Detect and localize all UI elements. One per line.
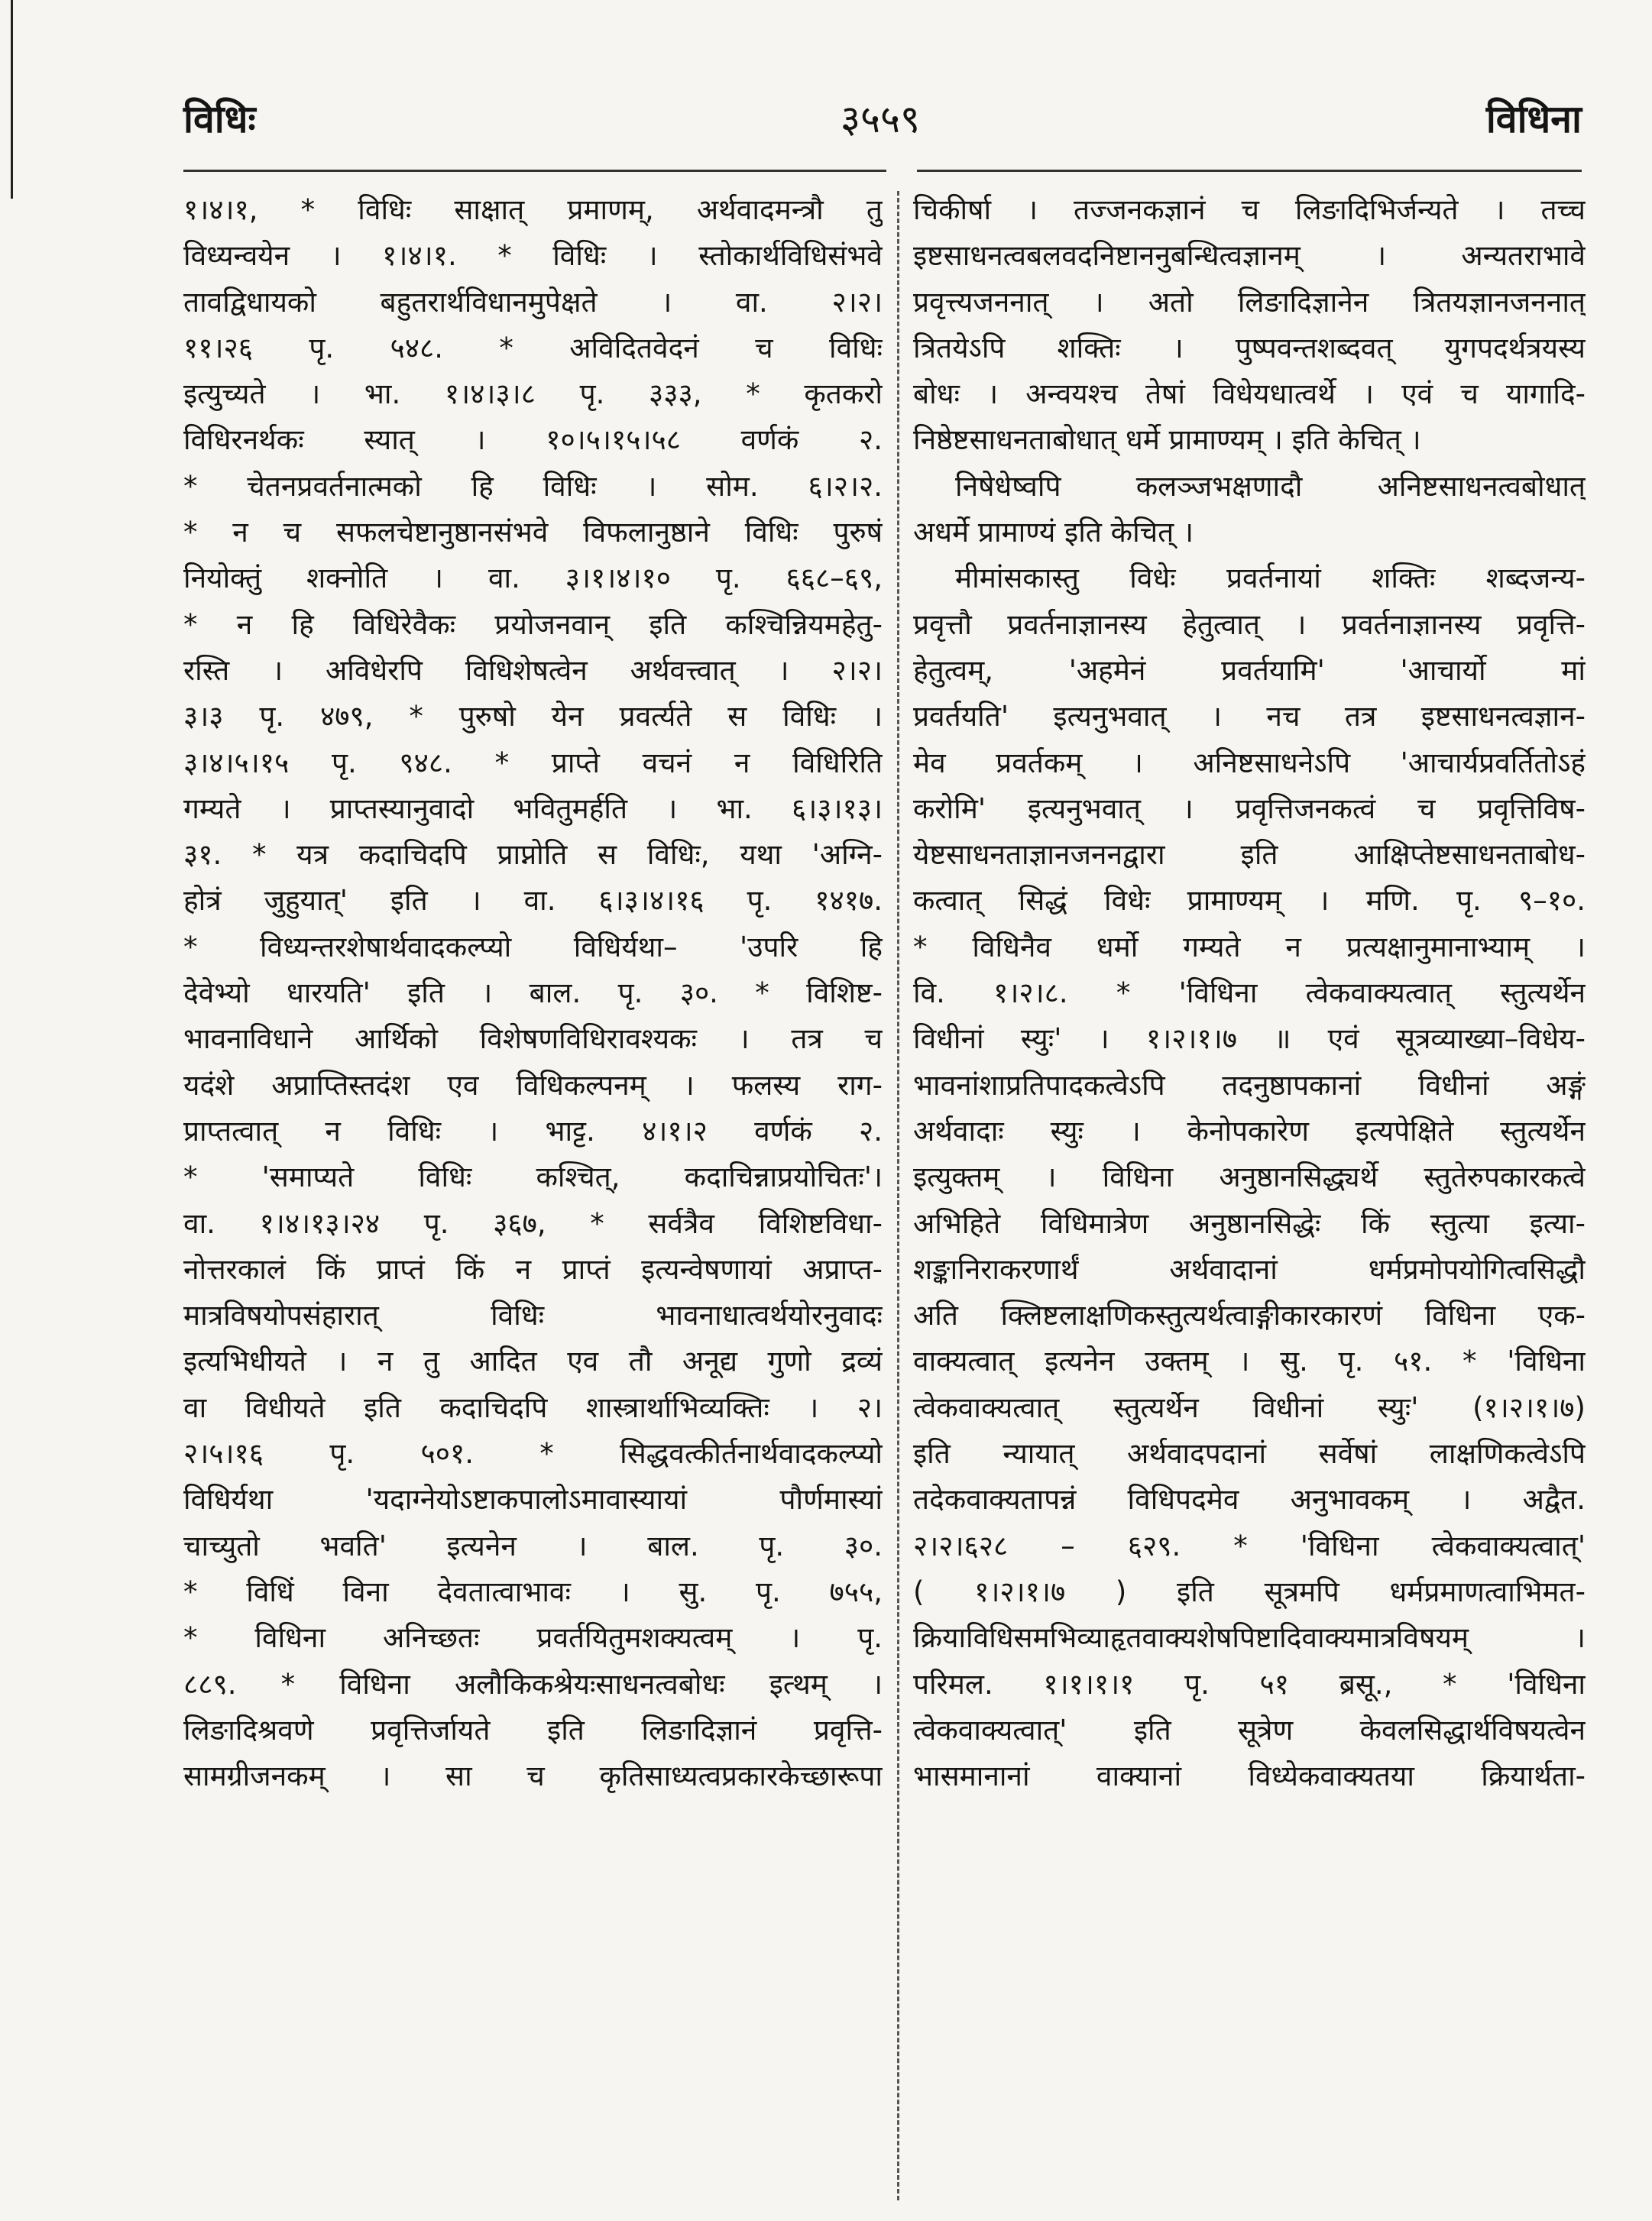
text-line: अभिहिते विधिमात्रेण अनुष्ठानसिद्धेः किं स्तुत्या इत्या-: [913, 1206, 1586, 1240]
text-line: विधीनां स्युः' । १।२।१।७ ॥ एवं सूत्रव्याख्या–विधेय-: [913, 1022, 1586, 1056]
text-line: * विधिं विना देवतात्वाभावः । सु. पृ. ७५५,: [183, 1575, 883, 1608]
text-line: ३।४।५।१५ पृ. ९४८. * प्राप्ते वचनं न विधिरिति: [183, 746, 883, 779]
text-line: परिमल. १।१।१।१ पृ. ५१ ब्रसू., * 'विधिना: [913, 1667, 1586, 1701]
text-line: प्रवृत्त्यजननात् । अतो लिङादिज्ञानेन त्रितयज्ञानजननात्: [913, 285, 1586, 319]
page-header: [183, 92, 1582, 160]
text-line: विधिरनर्थकः स्यात् । १०।५।१५।५८ वर्णकं २.: [183, 423, 883, 457]
text-line: ११।२६ पृ. ५४८. * अविदितवेदनं च विधिः: [183, 331, 883, 364]
text-line: १।४।१, * विधिः साक्षात् प्रमाणम्, अर्थवादमन्त्रौ तु: [183, 193, 883, 226]
text-line: * विध्यन्तरशेषार्थवादकल्प्यो विधिर्यथा– 'उपरि हि: [183, 930, 883, 963]
text-line: विधिर्यथा 'यदाग्नेयोऽष्टाकपालोऽमावास्यायां पौर्णमास्यां: [183, 1483, 883, 1517]
text-line: त्वेकवाक्यत्वात् स्तुत्यर्थेन विधीनां स्युः' (१।२।१।७): [913, 1391, 1586, 1424]
text-line: रस्ति । अविधेरपि विधिशेषत्वेन अर्थवत्त्वात् । २।२।: [183, 653, 883, 687]
header-left-word: विधिः: [183, 97, 256, 141]
text-line: यदंशे अप्राप्तिस्तदंश एव विधिकल्पनम् । फलस्य राग-: [183, 1068, 883, 1102]
text-line: * चेतनप्रवर्तनात्मको हि विधिः । सोम. ६।२।२.: [183, 469, 883, 503]
text-line: * विधिना अनिच्छतः प्रवर्तयितुमशक्यत्वम् । पृ.: [183, 1621, 883, 1655]
text-line: ८८९. * विधिना अलौकिकश्रेयःसाधनत्वबोधः इत्थम् ।: [183, 1667, 883, 1701]
text-line: नियोक्तुं शक्नोति । वा. ३।१।४।१० पृ. ६६८–६९,: [183, 562, 883, 595]
text-line: २।२।६२८ – ६२९. * 'विधिना त्वेकवाक्यत्वात्': [913, 1529, 1586, 1562]
text-line: त्वेकवाक्यत्वात्' इति सूत्रेण केवलसिद्धार्थविषयत्वेन: [913, 1713, 1586, 1747]
text-line: देवेभ्यो धारयति' इति । बाल. पृ. ३०. * विशिष्ट-: [183, 976, 883, 1010]
text-line: भासमानानां वाक्यानां विध्येकवाक्यतया क्रियार्थता-: [913, 1760, 1586, 1793]
text-line: बोधः । अन्वयश्च तेषां विधेयधात्वर्थे । एवं च यागादि-: [913, 377, 1586, 411]
text-line: होत्रं जुहुयात्' इति । वा. ६।३।४।१६ पृ. १४१७.: [183, 884, 883, 918]
text-line: ३।३ पृ. ४७९, * पुरुषो येन प्रवर्त्यते स विधिः ।: [183, 700, 883, 733]
text-line: मीमांसकास्तु विधेः प्रवर्तनायां शक्तिः शब्दजन्य-: [955, 562, 1586, 595]
text-line: वाक्यत्वात् इत्यनेन उक्तम् । सु. पृ. ५१. * 'विधिना: [913, 1345, 1586, 1378]
text-line: अर्थवादाः स्युः । केनोपकारेण इत्यपेक्षिते स्तुत्यर्थेन: [913, 1114, 1586, 1148]
right-column: [913, 187, 1586, 2204]
text-line: प्रवर्तयति' इत्यनुभवात् । नच तत्र इष्टसाधनत्वज्ञान-: [913, 700, 1586, 733]
text-line: क्रियाविधिसमभिव्याहृतवाक्यशेषपिष्टादिवाक्यमात्रविषयम् ।: [913, 1621, 1586, 1655]
text-line: अधर्मे प्रामाण्यं इति केचित् ।: [913, 516, 1194, 549]
text-line: वि. १।२।८. * 'विधिना त्वेकवाक्यत्वात् स्तुत्यर्थेन: [913, 976, 1586, 1010]
text-line: इष्टसाधनत्वबलवदनिष्टाननुबन्धित्वज्ञानम् । अन्यतराभावे: [913, 239, 1586, 273]
text-line: * न हि विधिरेवैकः प्रयोजनवान् इति कश्चिन्नियमहेतु-: [183, 607, 883, 641]
text-line: निषेधेष्वपि कलञ्जभक्षणादौ अनिष्टसाधनत्वबोधात्: [955, 469, 1586, 503]
text-line: तावद्विधायको बहुतरार्थविधानमुपेक्षते । वा. २।२।: [183, 285, 883, 319]
text-line: भावनाविधाने आर्थिको विशेषणविधिरावश्यकः । तत्र च: [183, 1022, 883, 1056]
header-rule-left: [183, 170, 886, 172]
text-line: चाच्युतो भवति' इत्यनेन । बाल. पृ. ३०.: [183, 1529, 883, 1562]
text-line: * 'समाप्यते विधिः कश्चित्, कदाचिन्नाप्रयोचितः'।: [183, 1161, 883, 1194]
text-line: इति न्यायात् अर्थवादपदानां सर्वेषां लाक्षणिकत्वेऽपि: [913, 1437, 1586, 1471]
text-line: * विधिनैव धर्मो गम्यते न प्रत्यक्षानुमानाभ्याम् ।: [913, 930, 1586, 963]
column-divider: [897, 191, 899, 2200]
text-line: शङ्कानिराकरणार्थं अर्थवादानां धर्मप्रमोपयोगित्वसिद्धौ: [913, 1252, 1586, 1286]
page-number: ३५५९: [841, 97, 920, 141]
text-line: तदेकवाक्यतापन्नं विधिपदमेव अनुभावकम् । अद्वैत.: [913, 1483, 1586, 1517]
header-right-word: विधिना: [1485, 97, 1582, 141]
header-rule-right: [917, 170, 1582, 172]
text-line: कत्वात् सिद्धं विधेः प्रामाण्यम् । मणि. पृ. ९–१०.: [913, 884, 1586, 918]
text-line: इत्युच्यते । भा. १।४।३।८ पृ. ३३३, * कृतकरो: [183, 377, 883, 411]
text-line: येष्टसाधनताज्ञानजननद्वारा इति आक्षिप्तेष्टसाधनताबोध-: [913, 838, 1586, 872]
margin-line: [11, 0, 13, 199]
text-line: इत्युक्तम् । विधिना अनुष्ठानसिद्ध्यर्थे स्तुतेरुपकारकत्वे: [913, 1161, 1586, 1194]
text-line: विध्यन्वयेन । १।४।१. * विधिः । स्तोकार्थविधिसंभवे: [183, 239, 883, 273]
text-line: मेव प्रवर्तकम् । अनिष्टसाधनेऽपि 'आचार्यप्रवर्तितोऽहं: [913, 746, 1586, 779]
text-line: वा विधीयते इति कदाचिदपि शास्त्रार्थाभिव्यक्तिः । २।: [183, 1391, 883, 1424]
text-line: २।५।१६ पृ. ५०१. * सिद्धवत्कीर्तनार्थवादकल्प्यो: [183, 1437, 883, 1471]
text-line: * न च सफलचेष्टानुष्ठानसंभवे विफलानुष्ठाने विधिः पुरुषं: [183, 516, 883, 549]
text-line: प्रवृत्तौ प्रवर्तनाज्ञानस्य हेतुत्वात् । प्रवर्तनाज्ञानस्य प्रवृत्ति-: [913, 607, 1586, 641]
text-line: ( १।२।१।७ ) इति सूत्रमपि धर्मप्रमाणत्वाभिमत-: [913, 1575, 1586, 1608]
text-line: वा. १।४।१३।२४ पृ. ३६७, * सर्वत्रैव विशिष्टविधा-: [183, 1206, 883, 1240]
text-line: प्राप्तत्वात् न विधिः । भाट्ट. ४।१।२ वर्णकं २.: [183, 1114, 883, 1148]
text-line: निष्ठेष्टसाधनताबोधात् धर्मे प्रामाण्यम् । इति केचित् ।: [913, 423, 1421, 457]
left-column: [183, 187, 883, 2204]
text-line: सामग्रीजनकम् । सा च कृतिसाध्यत्वप्रकारकेच्छारूपा: [183, 1760, 883, 1793]
text-line: गम्यते । प्राप्तस्यानुवादो भवितुमर्हति । भा. ६।३।१३।: [183, 792, 883, 825]
text-line: भावनांशाप्रतिपादकत्वेऽपि तदनुष्ठापकानां विधीनां अङ्गं: [913, 1068, 1586, 1102]
text-line: मात्रविषयोपसंहारात् विधिः भावनाधात्वर्थयोरनुवादः: [183, 1299, 883, 1332]
text-line: नोत्तरकालं किं प्राप्तं किं न प्राप्तं इत्यन्वेषणायां अप्राप्त-: [183, 1252, 883, 1286]
text-line: अति क्लिष्टलाक्षणिकस्तुत्यर्थत्वाङ्गीकारकारणं विधिना एक-: [913, 1299, 1586, 1332]
text-line: करोमि' इत्यनुभवात् । प्रवृत्तिजनकत्वं च प्रवृत्तिविष-: [913, 792, 1586, 825]
text-line: हेतुत्वम्, 'अहमेनं प्रवर्तयामि' 'आचार्यो मां: [913, 653, 1586, 687]
text-line: ३१. * यत्र कदाचिदपि प्राप्नोति स विधिः, यथा 'अग्नि-: [183, 838, 883, 872]
text-line: लिङादिश्रवणे प्रवृत्तिर्जायते इति लिङादिज्ञानं प्रवृत्ति-: [183, 1713, 883, 1747]
text-line: इत्यभिधीयते । न तु आदित एव तौ अनूद्य गुणो द्रव्यं: [183, 1345, 883, 1378]
text-line: त्रितयेऽपि शक्तिः । पुष्पवन्तशब्दवत् युगपदर्थत्रयस्य: [913, 331, 1586, 364]
text-line: चिकीर्षा । तज्जनकज्ञानं च लिङादिभिर्जन्यते । तच्च: [913, 193, 1586, 226]
